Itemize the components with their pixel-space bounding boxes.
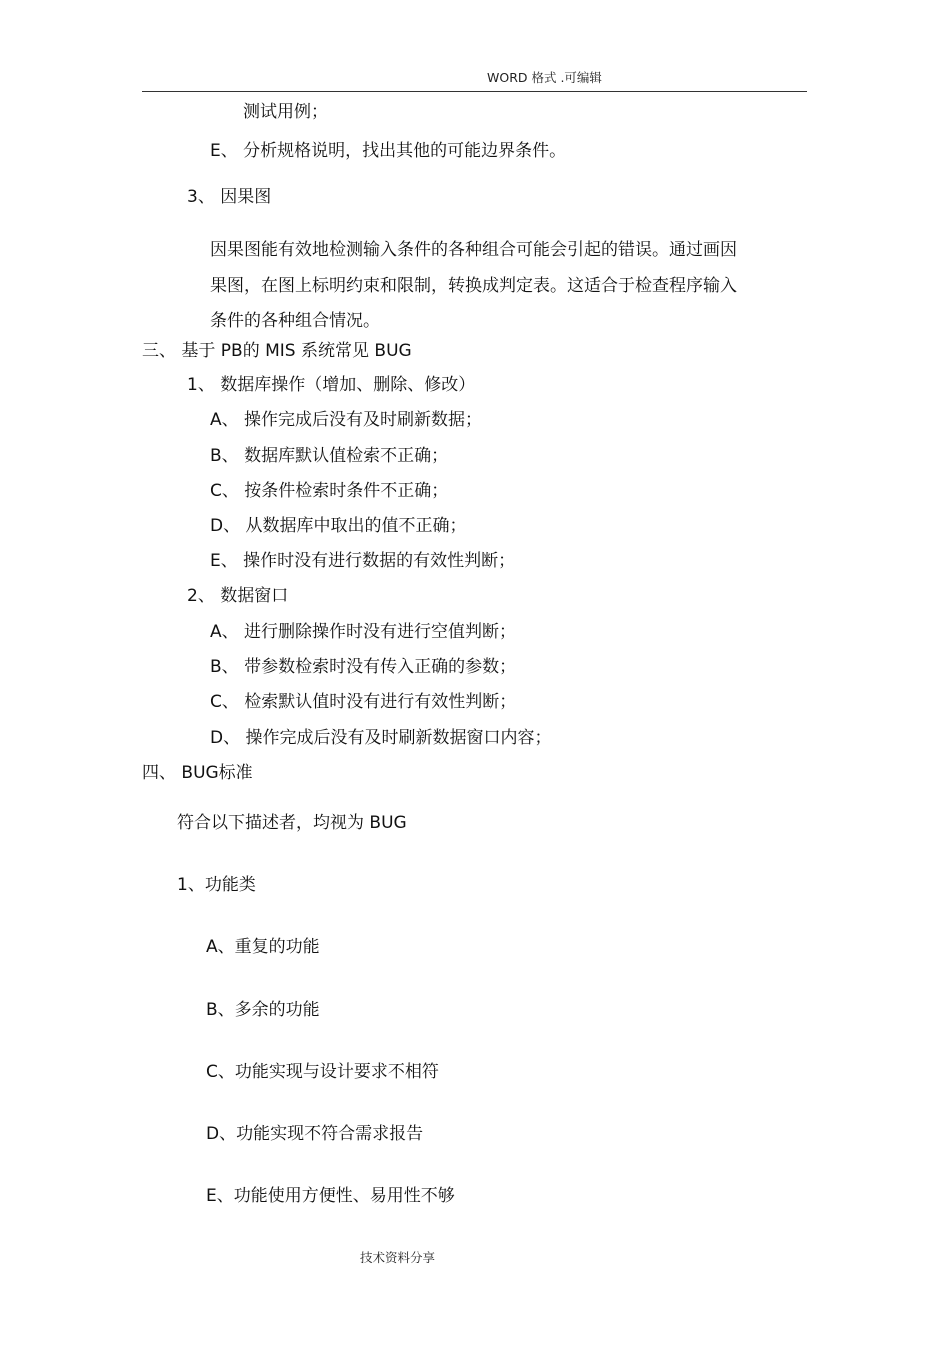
text-line: 符合以下描述者，均视为 BUG [177, 813, 407, 833]
list-item: E、 分析规格说明，找出其他的可能边界条件。 [210, 141, 567, 161]
list-item: B、 带参数检索时没有传入正确的参数； [210, 657, 517, 677]
list-item: C、功能实现与设计要求不相符 [206, 1062, 439, 1082]
paragraph-line: 因果图能有效地检测输入条件的各种组合可能会引起的错误。通过画因 [210, 240, 737, 260]
text-line: 测试用例； [243, 102, 328, 122]
list-item: E、功能使用方便性、易用性不够 [206, 1186, 455, 1206]
list-item: A、重复的功能 [206, 937, 320, 957]
section-heading: 3、 因果图 [187, 187, 272, 207]
page-footer: 技术资料分享 [360, 1250, 436, 1265]
list-item: E、 操作时没有进行数据的有效性判断； [210, 551, 516, 571]
list-item: D、 操作完成后没有及时刷新数据窗口内容； [210, 728, 552, 748]
list-item: C、 按条件检索时条件不正确； [210, 481, 449, 501]
section-heading: 1、 数据库操作（增加、删除、修改） [187, 375, 476, 395]
list-item: A、 操作完成后没有及时刷新数据； [210, 410, 483, 430]
paragraph-line: 条件的各种组合情况。 [210, 311, 380, 331]
chapter-heading: 三、 基于 PB的 MIS 系统常见 BUG [142, 341, 412, 361]
list-item: D、功能实现不符合需求报告 [206, 1124, 424, 1144]
header-rule [142, 91, 807, 92]
cause-effect-paragraph [210, 233, 780, 340]
list-item: A、 进行删除操作时没有进行空值判断； [210, 622, 517, 642]
page-header: WORD 格式 .可编辑 [487, 70, 602, 85]
section-heading: 1、功能类 [177, 875, 256, 895]
section-heading: 2、 数据窗口 [187, 586, 289, 606]
chapter-heading: 四、 BUG标准 [142, 763, 253, 783]
list-item: B、多余的功能 [206, 1000, 320, 1020]
list-item: C、 检索默认值时没有进行有效性判断； [210, 692, 517, 712]
paragraph-line: 果图，在图上标明约束和限制，转换成判定表。这适合于检查程序输入 [210, 275, 737, 296]
list-item: D、 从数据库中取出的值不正确； [210, 516, 467, 536]
list-item: B、 数据库默认值检索不正确； [210, 446, 449, 466]
